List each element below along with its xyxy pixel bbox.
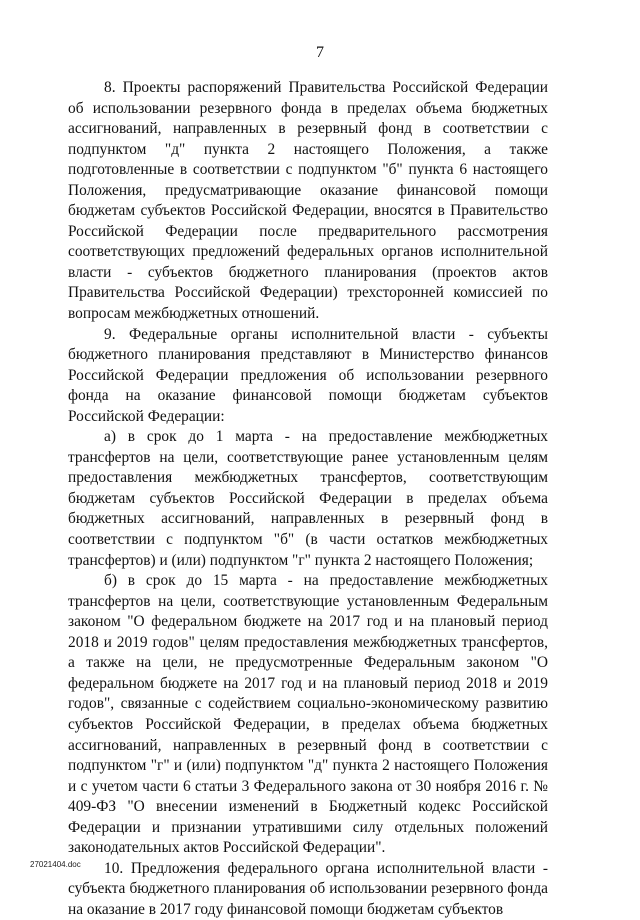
subparagraph-a: а) в срок до 1 марта - на предоставление межбюджетных трансфертов на цели, соответствующие ранее установленным целям предоставления межбюджетных трансфертов, соответствующим бюджетам субъектов Российской Федерации в пределах объема бюджетных ассигнований, направленных в резервный фонд в соответствии с подпунктом "б" (в части остатков межбюджетных трансфертов) и (или) подпунктом "г" пункта 2 настоящего Положения; [68, 428, 548, 569]
page-number: 7 [316, 44, 324, 61]
footer-document-filename: 27021404.doc [30, 860, 81, 869]
paragraph-9: 9. Федеральные органы исполнительной власти - субъекты бюджетного планирования представляют в Министерство финансов Российской Федерации предложения об использовании резервного фонда на оказание финансовой помощи бюджетам субъектов Российской Федерации: [68, 325, 548, 425]
document-body [68, 78, 548, 920]
paragraph-8: 8. Проекты распоряжений Правительства Российской Федерации об использовании резервного фонда в пределах объема бюджетных ассигнований, направленных в резервный фонд в соответствии с подпунктом "д" пункта 2 настоящего Положения, а также подготовленные в соответствии с подпунктом "б" пункта 6 настоящего Положения, предусматривающие оказание финансовой помощи бюджетам субъектов Российской Федерации, вносятся в Правительство Российской Федерации после предварительного рассмотрения соответствующих предложений федеральных органов исполнительной власти - субъектов бюджетного планирования (проектов актов Правительства Российской Федерации) трехсторонней комиссией по вопросам межбюджетных отношений. [68, 79, 548, 323]
paragraph-10: 10. Предложения федерального органа исполнительной власти - субъекта бюджетного планирования об использовании резервного фонда на оказание в 2017 году финансовой помощи бюджетам субъектов [68, 859, 548, 918]
subparagraph-b: б) в срок до 15 марта - на предоставление межбюджетных трансфертов на цели, соответствующие установленным Федеральным законом "О федеральном бюджете на 2017 год и на плановый период 2018 и 2019 годов" целям предоставления межбюджетных трансфертов, а также на цели, не предусмотренные Федеральным законом "О федеральном бюджете на 2017 год и на плановый период 2018 и 2019 годов", связанные с содействием социально-экономическому развитию субъектов Российской Федерации, в пределах объема бюджетных ассигнований, направленных в резервный фонд в соответствии с подпунктом "г" и (или) подпунктом "д" пункта 2 настоящего Положения и с учетом части 6 статьи 3 Федерального закона от 30 ноября 2016 г. № 409-ФЗ "О внесении изменений в Бюджетный кодекс Российской Федерации и признании утратившими силу отдельных положений законодательных актов Российской Федерации". [68, 572, 548, 857]
